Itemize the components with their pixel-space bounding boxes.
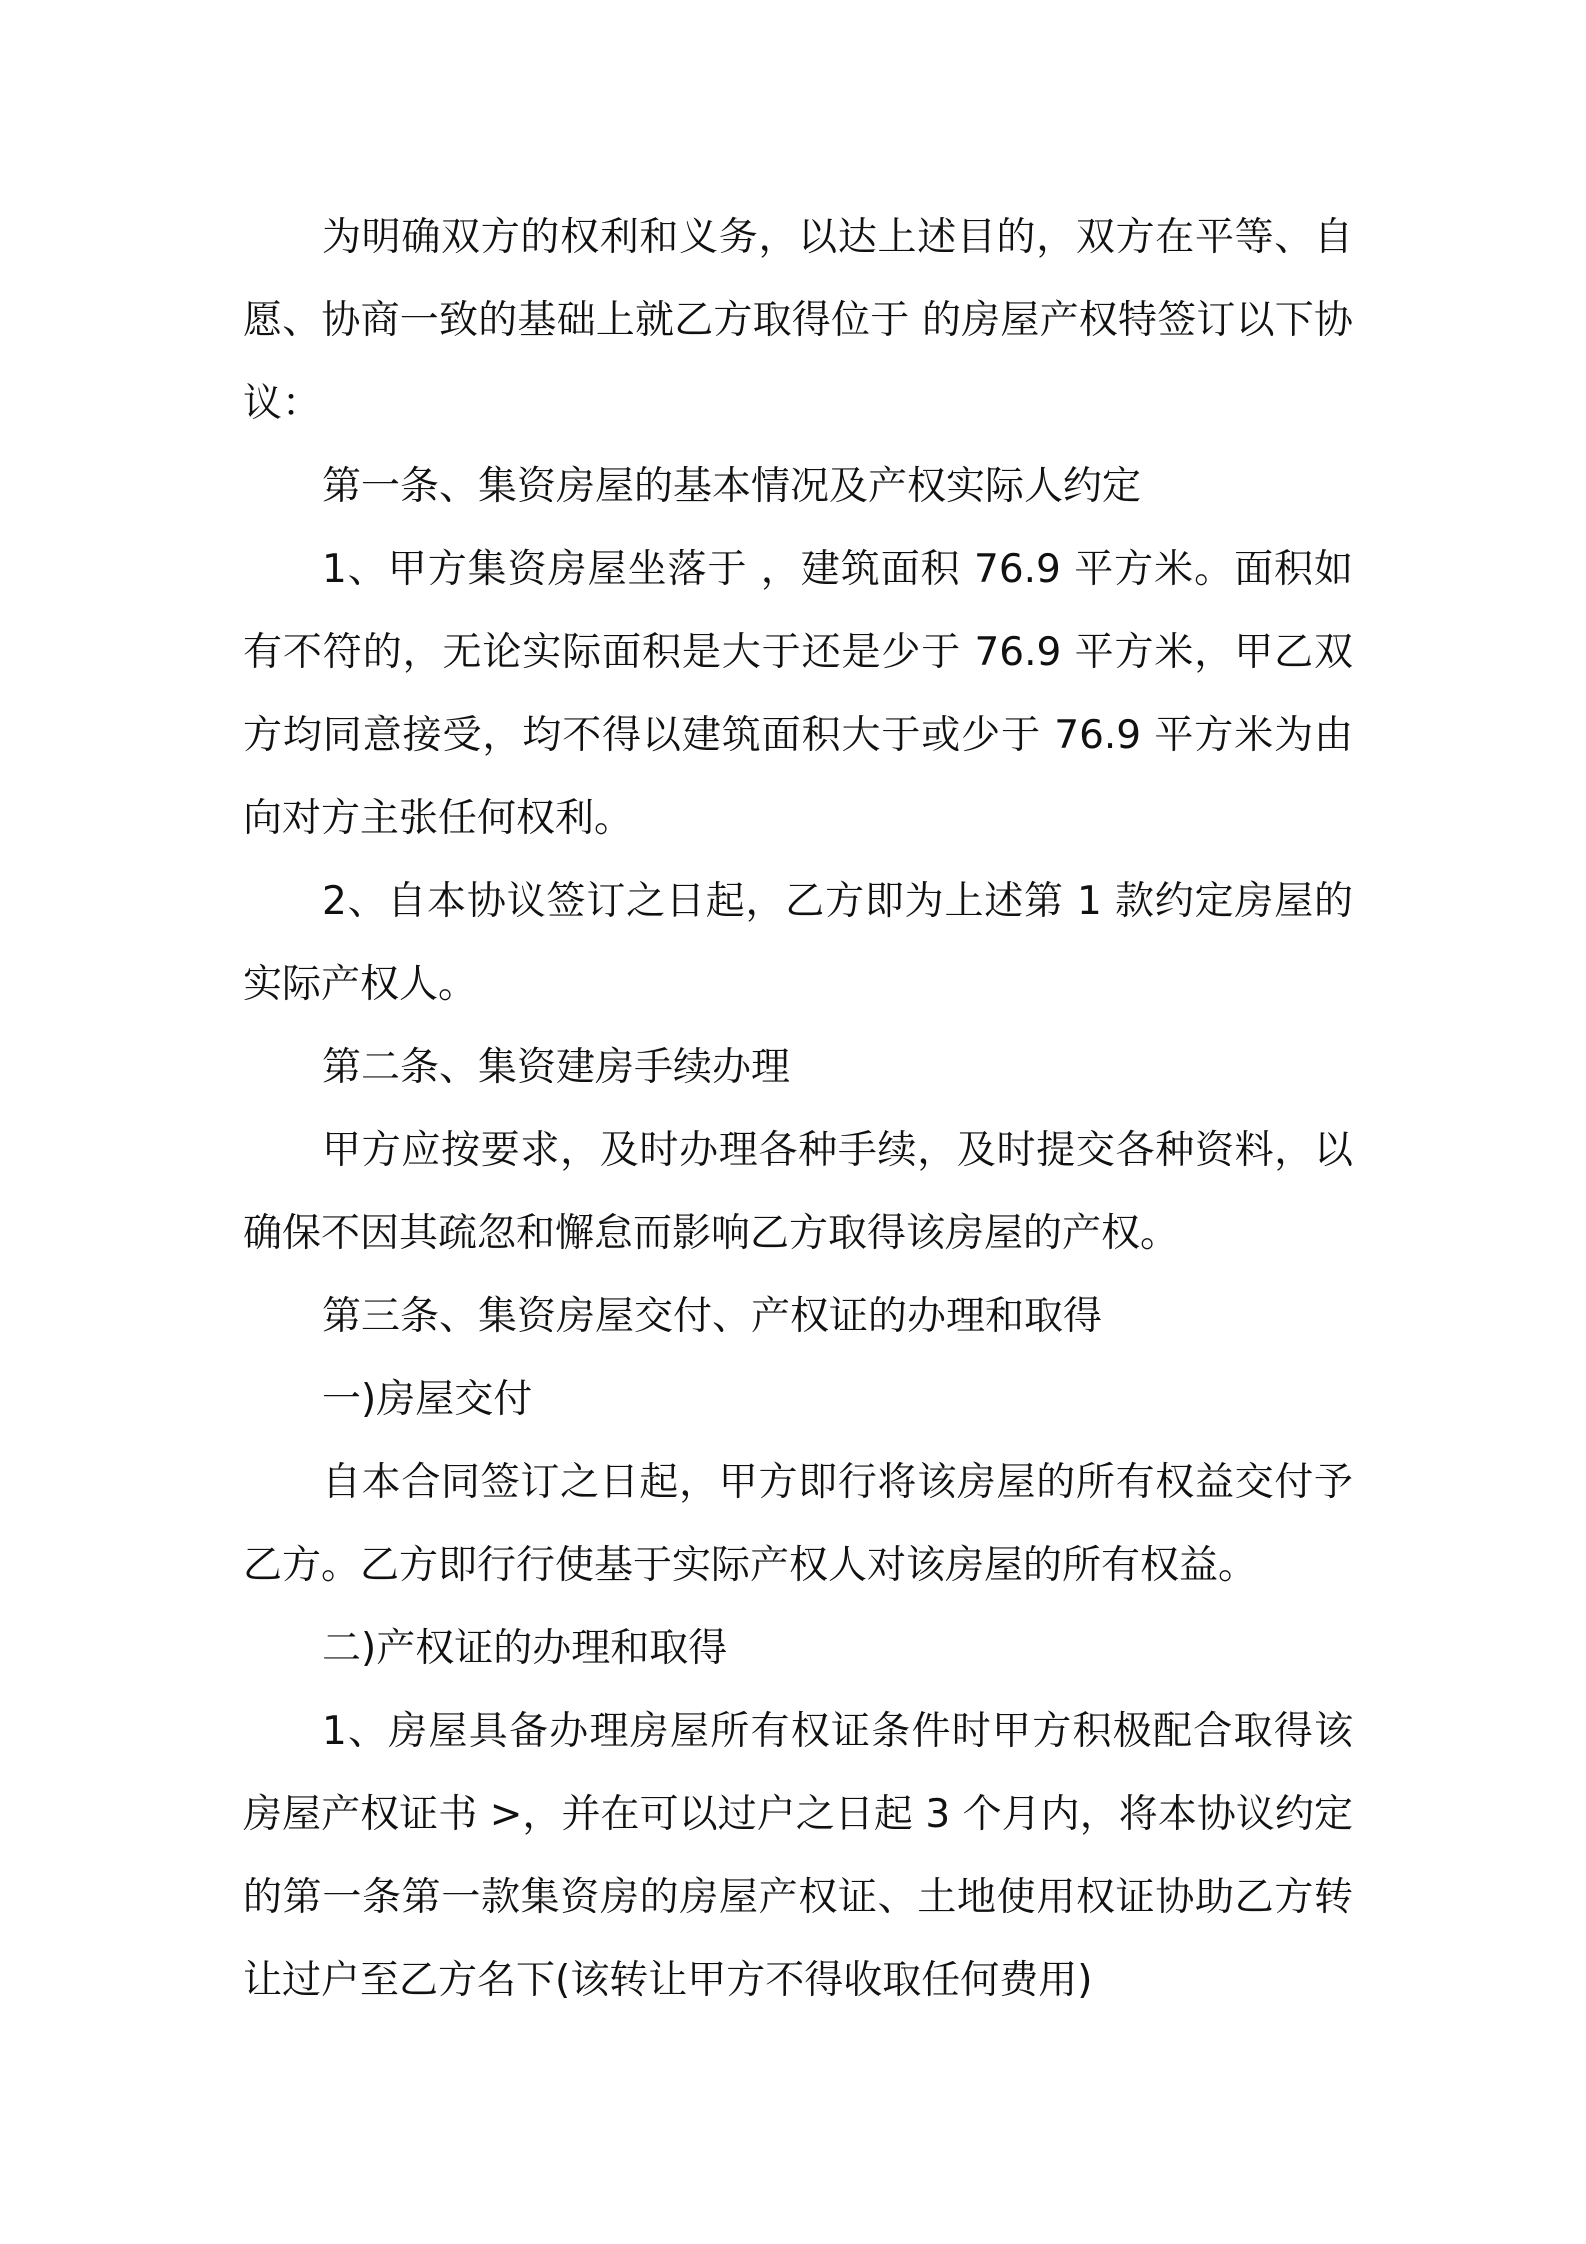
article-2-heading: 第二条、集资建房手续办理: [322, 1045, 791, 1090]
section-1-heading: 一)房屋交付: [322, 1377, 533, 1422]
article-1-clause-1: 1、甲方集资房屋坐落于 ，建筑面积 76.9 平方米。面积如有不符的，无论实际面积是大于还是少于 76.9 平方米，甲乙双方均同意接受，均不得以建筑面积大于或少于 76.9 平方米为由向对方主张任何权利。: [243, 547, 1353, 841]
intro-paragraph: 为明确双方的权利和义务，以达上述目的，双方在平等、自愿、协商一致的基础上就乙方取得位于 的房屋产权特签订以下协议：: [243, 215, 1353, 426]
section-2-clause-1: 1、房屋具备办理房屋所有权证条件时甲方积极配合取得该房屋产权证书 >，并在可以过户之日起 3 个月内，将本协议约定的第一条第一款集资房的房屋产权证、土地使用权证协助乙方转让过户至乙方名下(该转让甲方不得收取任何费用): [243, 1709, 1353, 2003]
section-1-body: 自本合同签订之日起，甲方即行将该房屋的所有权益交付予乙方。乙方即行行使基于实际产权人对该房屋的所有权益。: [243, 1460, 1353, 1588]
article-3-heading: 第三条、集资房屋交付、产权证的办理和取得: [322, 1294, 1103, 1339]
article-1-heading: 第一条、集资房屋的基本情况及产权实际人约定: [322, 464, 1142, 509]
article-1-clause-2: 2、自本协议签订之日起，乙方即为上述第 1 款约定房屋的实际产权人。: [243, 879, 1353, 1007]
document-body: [243, 196, 1353, 2022]
section-2-heading: 二)产权证的办理和取得: [322, 1626, 728, 1671]
article-2-body: 甲方应按要求，及时办理各种手续，及时提交各种资料，以确保不因其疏忽和懈怠而影响乙方取得该房屋的产权。: [243, 1128, 1353, 1256]
